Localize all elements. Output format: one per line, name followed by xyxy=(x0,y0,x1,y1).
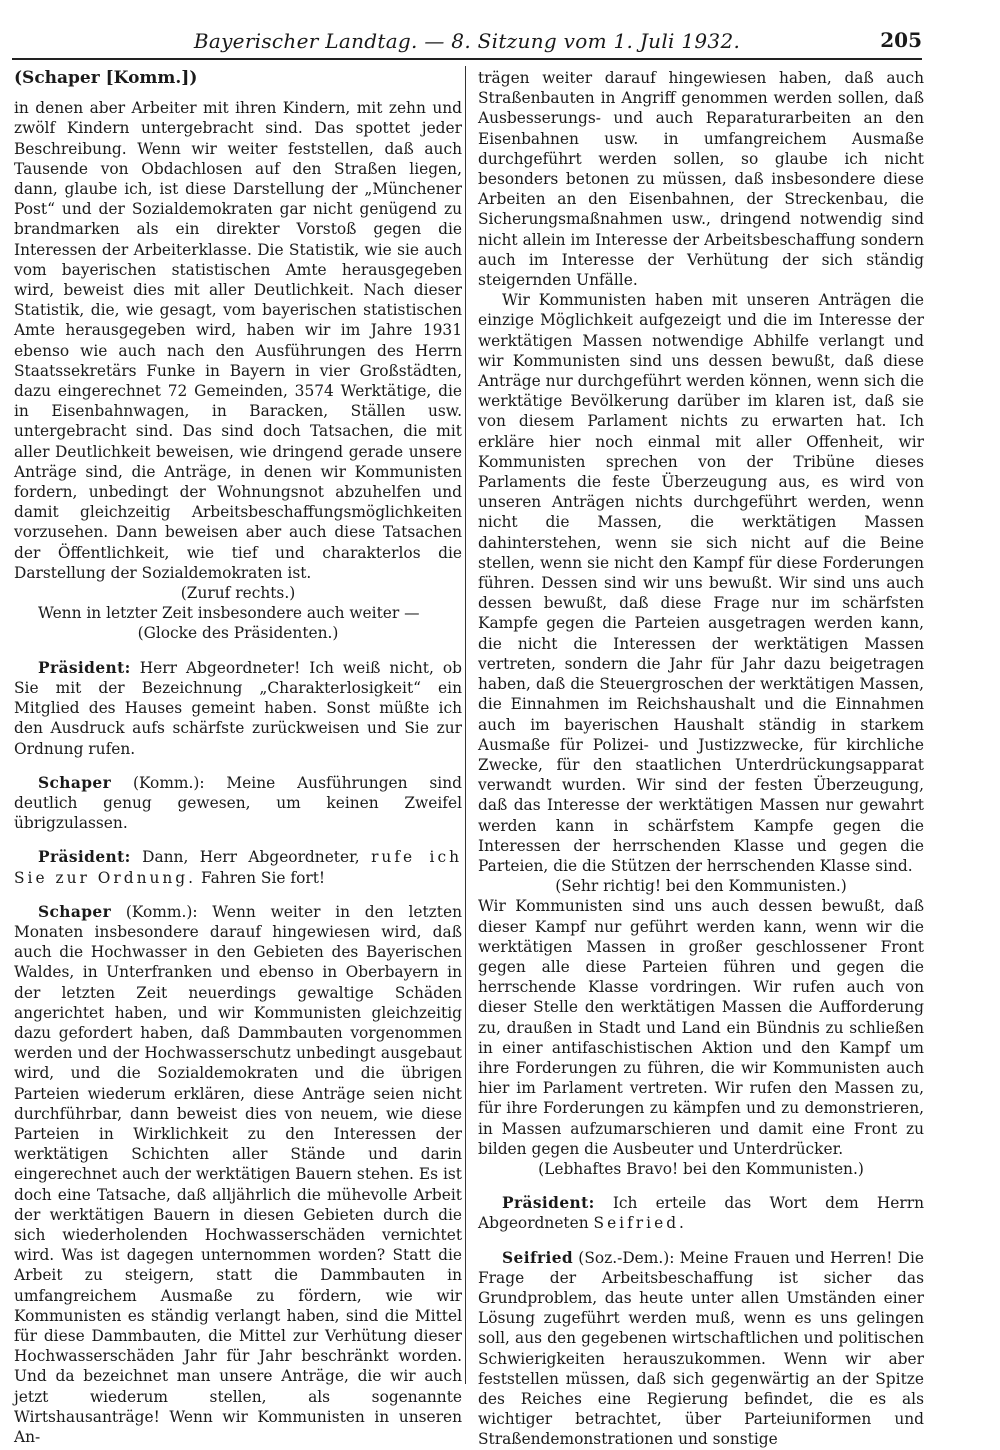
speaker-name: Schaper xyxy=(38,902,112,921)
speech-seifried xyxy=(478,1248,924,1450)
header-title: Bayerischer Landtag. — 8. Sitzung vom 1. Juli 1932. xyxy=(193,29,741,53)
speech-text: (Komm.): Wenn weiter in den letzten Monaten insbesondere darauf hingewiesen wird, daß auch die Hochwasser in den Gebieten des Bayerischen Waldes, in Unterfranken und ebenso in Oberbayern in der letzten Zeit neuerdings gewaltige Schäden angerichtet haben, und wir Kommunisten gleichzeitig dazu gefordert haben, daß Dammbauten vorgenommen werden und der Hochwasserschutz unbedingt ausgebaut wird, und die Sozialdemokraten und die übrigen Parteien wiederum erklären, diese Anträge seien nicht durchführbar, dann beweist dies von neuem, wie diese Parteien in Wirklichkeit zu den Interessen der werktätigen Schichten aller Stände und darin eingerechnet auch der werktätigen Bauern stehen. Es ist doch eine Tatsache, daß alljährlich die mühevolle Arbeit der werktätigen Bauern in diesen Gebieten durch die sich wiederholenden Hochwasserschäden vernichtet wird. Was ist dagegen unternommen worden? Statt die Arbeit zu steigern, statt die Dammbauten in umfangreichem Ausmaße zu fördern, wie wir Kommunisten es ständig verlangt haben, sind die Mittel für diese Dammbauten, die Mittel zur Verhütung dieser Hochwasserschäden Jahr für Jahr beschränkt worden. Und da bezeichnet man unsere Anträge, die wir auch jetzt wiederum stellen, als sogenannte Wirtshausanträge! Wenn wir Kommunisten in unseren An- xyxy=(14,902,462,1446)
left-column xyxy=(14,68,462,1447)
speech-text: (Komm.): Meine Ausführungen sind deutlich genug gewesen, um keinen Zweifel übrigzulassen. xyxy=(14,773,462,833)
speech-text: (Soz.-Dem.): Meine Frauen und Herren! Die Frage der Arbeitsbeschaffung ist sicher das Grundproblem, das heute unter allen Umständen einer Lösung zugeführt werden muß, wenn es uns gelingen soll, aus den gegebenen wirtschaftlichen und politischen Schwierigkeiten herauszukommen. Wenn wir aber feststellen müssen, daß sich gegenwärtig an der Spitze des Reiches eine Regierung befindet, die es als wichtiger betrachtet, über Parteiuniformen und Straßendemonstrationen und sonstige xyxy=(478,1248,924,1449)
speaker-name: Präsident: xyxy=(502,1194,595,1213)
right-column xyxy=(478,68,924,1450)
speaker-name: Schaper xyxy=(38,773,112,792)
speech-text: Fahren Sie fort! xyxy=(196,868,326,887)
speech-president-3 xyxy=(478,1193,924,1233)
continued-speaker-label: (Schaper [Komm.]) xyxy=(14,68,198,88)
paragraph: trägen weiter darauf hingewiesen haben, daß auch Straßenbauten in Angriff genommen werden sollen, daß Ausbesserungs- und auch Reparaturarbeiten an den Eisenbahnen usw. in umfangreichem Ausmaße durchgeführt werden sollen, so glaube ich nicht besonders betonen zu müssen, daß insbesondere diese Arbeiten an den Eisenbahnen, der Streckenbau, die Sicherungsmaßnahmen usw., dringend notwendig sind nicht allein im Interesse der Arbeitsbeschaffung sondern auch im Interesse der Verhütung der sich ständig steigernden Unfälle. xyxy=(478,69,924,290)
speaker-name: Präsident: xyxy=(38,848,131,867)
speaker-name: Präsident: xyxy=(38,658,131,677)
running-header xyxy=(12,24,922,60)
paragraph: Wenn in letzter Zeit insbesondere auch weiter — xyxy=(38,604,420,623)
spaced-emphasis: rufe ich Sie zur Ordnung. xyxy=(14,848,462,887)
paragraph: Wir Kommunisten haben mit unseren Anträgen die einzige Möglichkeit aufgezeigt und die im Interesse der werktätigen Massen notwendige Abhilfe verlangt und wir Kommunisten sind uns dessen bewußt, daß diese Anträge nur durchgeführt werden können, wenn sich die werktätige Bevölkerung darüber im klaren ist, daß sie von diesem Parlament nichts zu erwarten hat. Ich erkläre hier noch einmal mit aller Offenheit, wir Kommunisten sprechen von der Tribüne dieses Parlaments die feste Überzeugung aus, es wird von unseren Anträgen nichts durchgeführt werden, wenn nicht die Massen, die werktätigen Massen dahinterstehen, wenn sie sich nicht auf die Beine stellen, wenn sie nicht den Kampf für diese Forderungen führen. Dessen sind wir uns bewußt. Wir sind uns auch dessen bewußt, daß diese Frage nur im schärfsten Kampfe gegen die Parteien ausgetragen werden kann, die nicht die Interessen der werktätigen Massen vertreten, sondern die Jahr für Jahr dazu beigetragen haben, daß die Steuergroschen der werktätigen Massen, die Einnahmen im Reichshaushalt und die Einnahmen auch im bayerischen Haushalt ständig in starkem Ausmaße für Polizei- und Justizzwecke, für kirchliche Zwecke, für den staatlichen Unterdrückungsapparat verwandt wurden. Wir sind der festen Überzeugung, daß das Interesse der werktätigen Massen nur gewahrt werden kann in schärfstem Kampfe gegen die Interessen der herrschenden Klasse und gegen die Parteien, die die Stützen der herrschenden Klasse sind. xyxy=(478,291,924,875)
speaker-name: Seifried xyxy=(502,1248,574,1267)
speech-president-1 xyxy=(14,658,462,759)
speech-schaper-2 xyxy=(14,902,462,1447)
interjection: (Lebhaftes Bravo! bei den Kommunisten.) xyxy=(538,1159,864,1178)
paragraph: Wir Kommunisten sind uns auch dessen bewußt, daß dieser Kampf nur geführt werden kann, wenn wir die werktätigen Massen in großer geschlossener Front gegen alle diese Parteien führen und gegen die herrschende Klasse vordringen. Wir rufen auch von dieser Stelle den werktätigen Massen die Aufforderung zu, draußen in Stadt und Land ein Bündnis zu schließen in einer antifaschistischen Aktion und den Kampf um ihre Forderungen zu führen, die wir Kommunisten auch hier im Parlament vertreten. Wir rufen den Massen zu, für ihre Forderungen zu kämpfen und zu demonstrieren, in Massen aufzumarschieren und damit eine Front zu bilden gegen die Ausbeuter und Unterdrücker. xyxy=(478,897,924,1158)
paragraph: in denen aber Arbeiter mit ihren Kindern, mit zehn und zwölf Kindern untergebracht sind. Das spottet jeder Beschreibung. Wenn wir weiter feststellen, daß auch Tausende von Obdachlosen auf den Straßen liegen, dann, glaube ich, ist diese Darstellung der „Münchener Post“ und der Sozialdemokraten gar nicht genügend zu brandmarken als ein direkter Vorstoß gegen die Interessen der Arbeiterklasse. Die Statistik, wie sie auch vom bayerischen statistischen Amte herausgegeben wird, beweist dies mit aller Deutlichkeit. Nach dieser Statistik, die, wie gesagt, vom bayerischen statistischen Amte herausgegeben wird, haben wir im Jahre 1931 ebenso wie auch nach den Ausführungen des Herrn Staatssekretärs Funke in Bayern in vier Großstädten, dazu eingerechnet 72 Gemeinden, 3574 Werktätige, die in Eisenbahnwagen, in Baracken, Ställen usw. untergebracht sind. Das sind doch Tatsachen, die mit aller Deutlichkeit beweisen, wie dringend gerade unsere Anträge sind, die Anträge, in denen wir Kommunisten fordern, unbedingt der Wohnungsnot abzuhelfen und damit gleichzeitig Arbeitsbeschaffungsmöglichkeiten vorzusehen. Dann beweisen aber auch diese Tatsachen der Öffentlichkeit, wie tief und charakterlos die Darstellung der Sozialdemokraten ist. xyxy=(14,99,462,582)
interjection: (Glocke des Präsidenten.) xyxy=(137,624,339,643)
column-divider xyxy=(465,66,466,1384)
page-number: 205 xyxy=(880,28,922,52)
speech-text: Dann, Herr Abgeordneter, xyxy=(130,848,372,867)
speech-schaper-1 xyxy=(14,773,462,834)
speech-text: Ich erteile das Wort dem Herrn Abgeordneten xyxy=(478,1194,924,1233)
speech-president-2 xyxy=(14,847,462,887)
speech-text: Herr Abgeordneter! Ich weiß nicht, ob Sie mit der Bezeichnung „Charakterlosigkeit“ ein Mitglied des Hauses gemeint haben. Sonst müßte ich den Ausdruck aufs schärfste zurückweisen und Sie zur Ordnung rufen. xyxy=(14,658,462,758)
interjection: (Zuruf rechts.) xyxy=(180,584,296,603)
spaced-emphasis: Seifried. xyxy=(593,1214,687,1233)
interjection: (Sehr richtig! bei den Kommunisten.) xyxy=(555,877,847,896)
